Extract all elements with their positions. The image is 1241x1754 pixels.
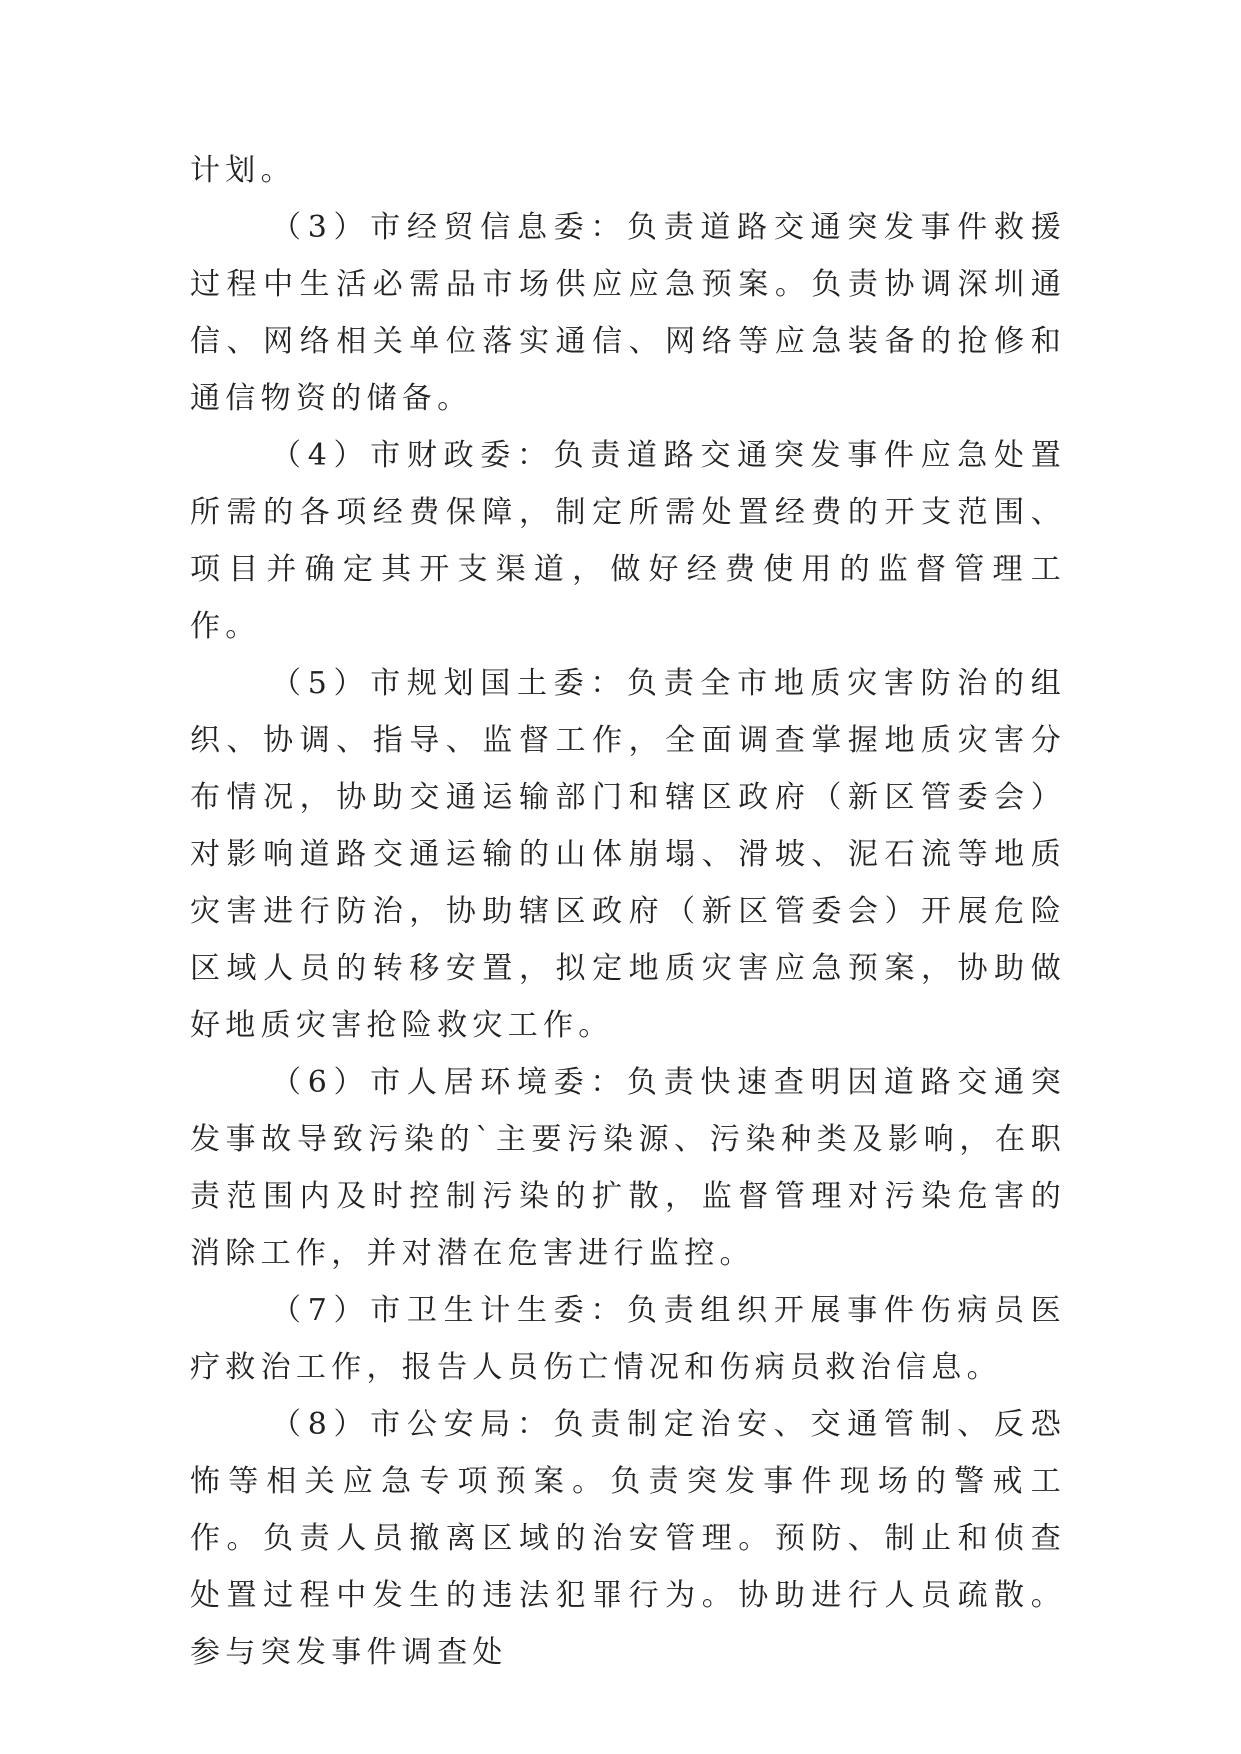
paragraph-item-3: （3）市经贸信息委：负责道路交通突发事件救援过程中生活必需品市场供应应急预案。负责协调深圳通信、网络相关单位落实通信、网络等应急装备的抢修和通信物资的储备。 (190, 210, 1066, 416)
paragraph-item-7: （7）市卫生计生委：负责组织开展事件伤病员医疗救治工作，报告人员伤亡情况和伤病员救治信息。 (190, 1293, 1066, 1385)
paragraph-item-6: （6）市人居环境委：负责快速查明因道路交通突发事故导致污染的`主要污染源、污染种类及影响，在职责范围内及时控制污染的扩散，监督管理对污染危害的消除工作，并对潜在危害进行监控。 (190, 1065, 1066, 1271)
paragraph-item-5: （5）市规划国土委：负责全市地质灾害防治的组织、协调、指导、监督工作，全面调查掌握地质灾害分布情况，协助交通运输部门和辖区政府（新区管委会）对影响道路交通运输的山体崩塌、滑坡、泥石流等地质灾害进行防治，协助辖区政府（新区管委会）开展危险区域人员的转移安置，拟定地质灾害应急预案，协助做好地质灾害抢险救灾工作。 (190, 666, 1066, 1043)
paragraph-continuation: 计划。 (190, 153, 296, 188)
paragraph-item-4: （4）市财政委：负责道路交通突发事件应急处置所需的各项经费保障，制定所需处置经费的开支范围、项目并确定其开支渠道，做好经费使用的监督管理工作。 (190, 438, 1066, 644)
document-body (190, 142, 1066, 1681)
paragraph-item-8: （8）市公安局：负责制定治安、交通管制、反恐怖等相关应急专项预案。负责突发事件现场的警戒工作。负责人员撤离区域的治安管理。预防、制止和侦查处置过程中发生的违法犯罪行为。协助进行人员疏散。参与突发事件调查处 (190, 1407, 1066, 1670)
